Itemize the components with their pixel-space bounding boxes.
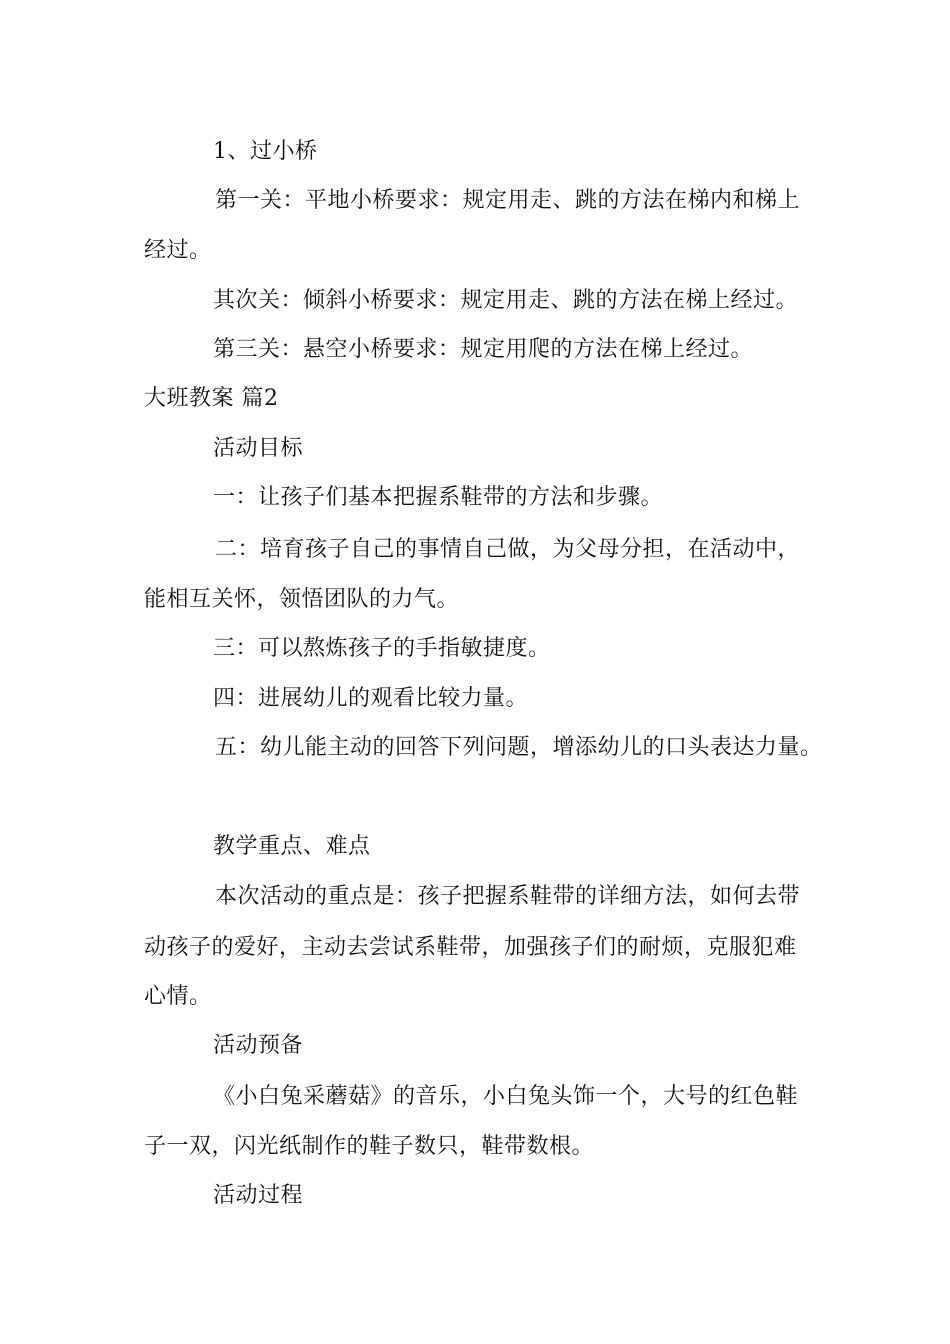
key-points-line-1: 本次活动的重点是：孩子把握系鞋带的详细方法，如何去带	[215, 884, 801, 909]
goal-five: 五：幼儿能主动的回答下列问题，增添幼儿的口头表达力量。	[215, 735, 823, 760]
paragraph-level-one: 第一关：平地小桥要求：规定用走、跳的方法在梯内和梯上	[215, 188, 801, 213]
section-title-lesson-2: 大班教案 篇2	[144, 386, 279, 411]
key-points-line-2: 动孩子的爱好，主动去尝试系鞋带，加强孩子们的耐烦，克服犯难	[144, 935, 797, 960]
heading-process: 活动过程	[213, 1183, 304, 1208]
preparation-line-1: 《小白兔采蘑菇》的音乐，小白兔头饰一个，大号的红色鞋	[213, 1084, 799, 1109]
heading-preparation: 活动预备	[213, 1033, 304, 1058]
heading-activity-goals: 活动目标	[213, 436, 304, 461]
preparation-line-2: 子一双，闪光纸制作的鞋子数只，鞋带数根。	[144, 1134, 595, 1159]
paragraph-level-one-cont: 经过。	[144, 238, 212, 263]
paragraph-level-two: 其次关：倾斜小桥要求：规定用走、跳的方法在梯上经过。	[213, 288, 799, 313]
goal-four: 四：进展幼儿的观看比较力量。	[213, 686, 529, 711]
goal-two-cont: 能相互关怀，领悟团队的力气。	[144, 587, 460, 612]
goal-two: 二：培育孩子自己的事情自己做，为父母分担，在活动中，	[215, 537, 801, 562]
key-points-line-3: 心情。	[144, 984, 212, 1009]
heading-key-points: 教学重点、难点	[213, 834, 371, 859]
heading-cross-bridge: 1、过小桥	[213, 139, 318, 164]
paragraph-level-three: 第三关：悬空小桥要求：规定用爬的方法在梯上经过。	[213, 337, 754, 362]
goal-one: 一：让孩子们基本把握系鞋带的方法和步骤。	[213, 485, 664, 510]
goal-three: 三：可以熬炼孩子的手指敏捷度。	[213, 636, 551, 661]
